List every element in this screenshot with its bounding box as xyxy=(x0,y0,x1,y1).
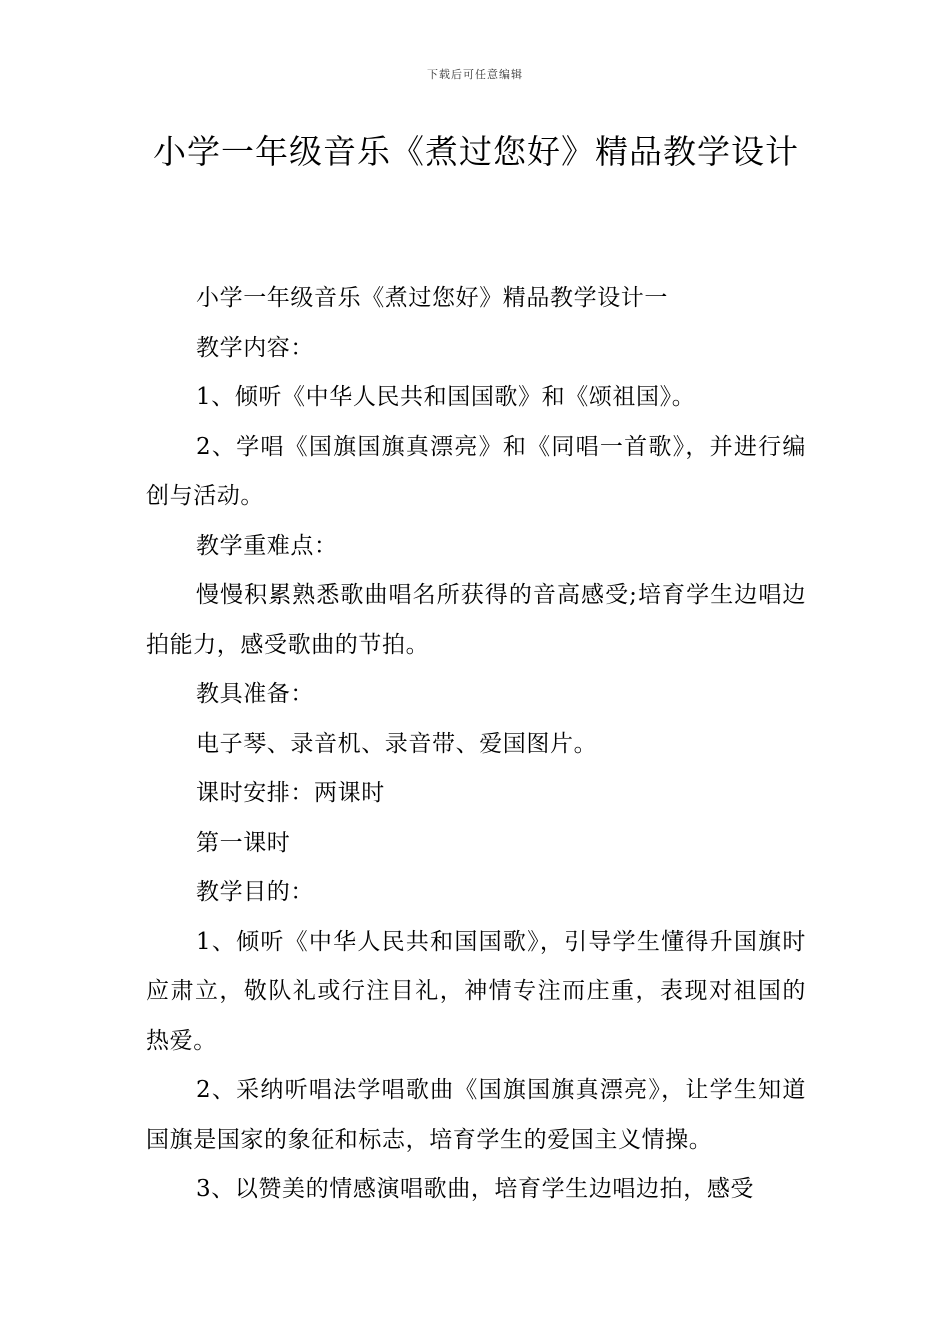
document-title: 小学一年级音乐《煮过您好》精品教学设计 xyxy=(153,132,799,171)
paragraph: 教学重难点： xyxy=(196,532,338,559)
paragraph: 1、倾听《中华人民共和国国歌》和《颂祖国》。 xyxy=(196,384,696,410)
paragraph: 2、学唱《国旗国旗真漂亮》和《同唱一首歌》，并进行编创与活动。 xyxy=(146,433,806,509)
paragraph: 课时安排：两课时 xyxy=(196,780,385,806)
paragraph: 小学一年级音乐《煮过您好》精品教学设计一 xyxy=(196,285,668,311)
document-body xyxy=(146,274,806,1215)
paragraph: 1、倾听《中华人民共和国国歌》，引导学生懂得升国旗时应肃立，敬队礼或行注目礼，神情专注而庄重，表现对祖国的热爱。 xyxy=(146,928,806,1054)
paragraph: 2、采纳听唱法学唱歌曲《国旗国旗真漂亮》，让学生知道国旗是国家的象征和标志，培育学生的爱国主义情操。 xyxy=(146,1077,806,1153)
paragraph: 电子琴、录音机、录音带、爱国图片。 xyxy=(196,730,598,757)
paragraph: 教具准备： xyxy=(196,681,314,707)
paragraph: 3、以赞美的情感演唱歌曲，培育学生边唱边拍，感受 xyxy=(196,1176,755,1202)
paragraph: 教学目的： xyxy=(196,879,314,905)
paragraph: 第一课时 xyxy=(196,829,291,856)
paragraph: 教学内容： xyxy=(196,334,314,361)
paragraph: 慢慢积累熟悉歌曲唱名所获得的音高感受;培育学生边唱边拍能力，感受歌曲的节拍。 xyxy=(146,582,806,658)
header-watermark: 下载后可任意编辑 xyxy=(427,68,523,81)
